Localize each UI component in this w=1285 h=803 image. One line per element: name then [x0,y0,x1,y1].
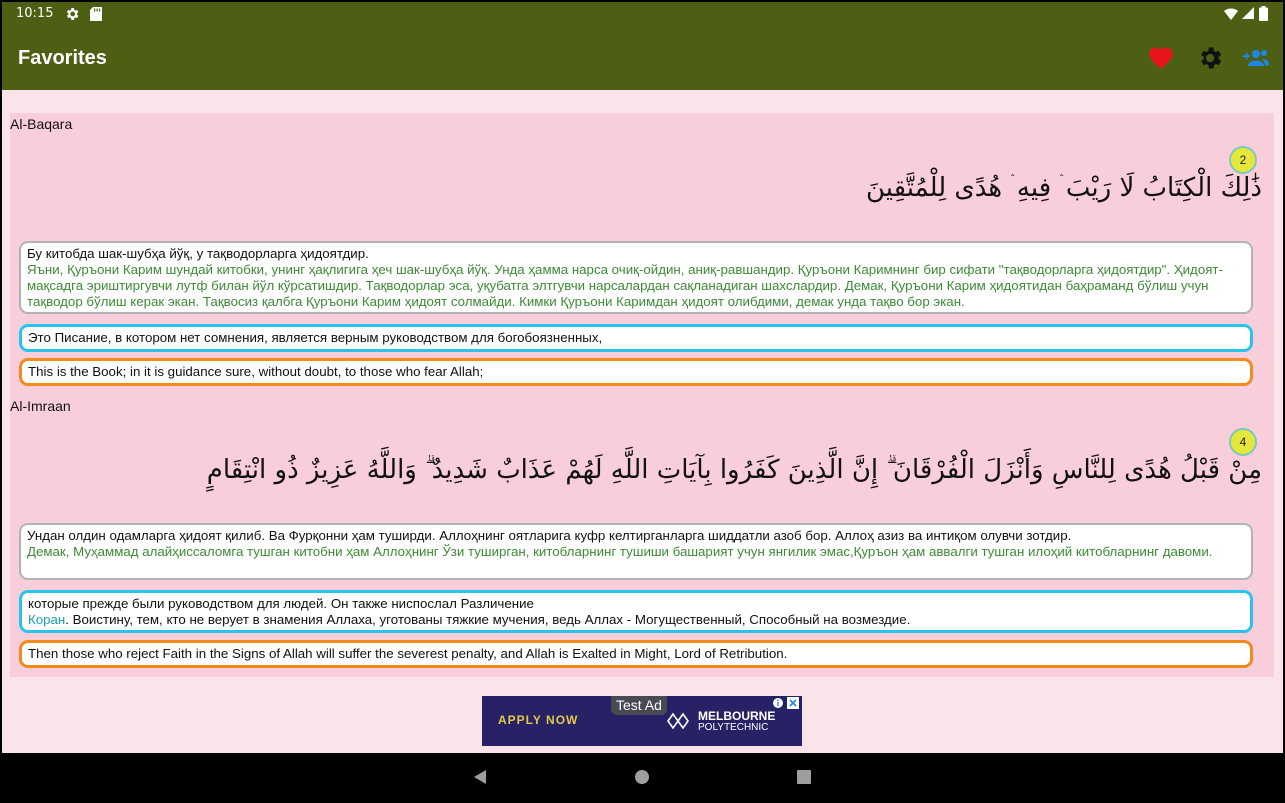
uzbek-commentary: Яъни, Қуръони Карим шундай китобки, унинг ҳақлигига ҳеч шак-шубҳа йўқ. Унда ҳамма нарса очиқ-ойдин, аниқ-равшандир. Қуръони Каримнинг бир сифати "тақводорларга ҳидоятдир". Ҳидоят-мақсадга эриштиргувчи лутф билан йўл кўрсатишдир. Тақводорлар эса, уқубатга элтгувчи нарсалардан сақланадиган шахслардир. Демак, Қуръони Карим ҳидоятидан баҳраманд бўлиш учун тақводор бўлиш керак экан. Тақвосиз қалбга Қуръони Карим ҳидоят солмайди. Кимки Қуръони Каримдан ҳидоят олибдими, демак унда тақво бор экан. [27,262,1223,309]
status-time: 10:15 [16,6,54,21]
screen [2,2,1283,801]
gear-icon [64,6,80,22]
signal-icon [1242,7,1254,19]
uzbek-translation: Ундан олдин одамларга ҳидоят қилиб. Ва Фурқонни ҳам туширди. Аллоҳнинг оятларига куфр келтирганларга шиддатли азоб бор. Аллоҳ азиз ва интиқом олувчи зотдир. [27,528,1072,543]
english-translation-card [19,358,1253,386]
uzbek-translation-card [19,523,1253,580]
ayah-number-badge: 4 [1229,428,1257,456]
russian-translation-card [19,590,1253,633]
english-translation: Then those who reject Faith in the Signs of Allah will suffer the severest penalty, and Allah is Exalted in Might, Lord of Retribution. [28,646,788,661]
ad-close-icon[interactable] [787,697,799,709]
home-circle-icon[interactable] [634,769,650,785]
battery-icon [1259,6,1268,21]
arabic-verse: ذَٰلِكَ الْكِتَابُ لَا رَيْبَ ۛ فِيهِ ۛ هُدًى لِلْمُتَّقِينَ [865,173,1262,203]
arabic-verse: مِنْ قَبْلُ هُدًى لِلنَّاسِ وَأَنْزَلَ الْفُرْقَانَ ۗ إِنَّ الَّذِينَ كَفَرُوا بِآيَاتِ اللَّهِ لَهُمْ عَذَابٌ شَدِيدٌ ۗ وَاللَّهُ عَزِيزٌ ذُو انْتِقَامٍ [206,455,1262,485]
settings-gear-icon[interactable] [1196,44,1224,72]
russian-translation-card [19,324,1253,352]
russian-translation: Это Писание, в котором нет сомнения, является верным руководством для богобоязненных, [28,330,603,345]
ad-brand-line1: MELBOURNE [698,709,776,723]
uzbek-commentary: Демак, Муҳаммад алайҳиссаломга тушган китобни ҳам Аллоҳнинг Ўзи туширган, китобларнинг тушиши башарият учун янгилик эмас,Қуръон ҳам аввалги тушган илоҳий китобларнинг давоми. [27,544,1213,559]
wifi-icon [1224,7,1238,21]
russian-translation-rest: . Воистину, тем, кто не верует в знамения Аллаха, уготованы тяжкие мучения, ведь Аллах - Могущественный, Способный на возмездие. [65,612,911,627]
ad-apply-now[interactable]: APPLY NOW [498,713,579,727]
recents-square-icon[interactable] [796,769,812,785]
favorites-list [10,113,1274,677]
uzbek-translation-card [19,241,1253,314]
status-bar [2,2,1283,26]
ad-info-icon[interactable] [772,697,784,709]
system-navigation-bar [2,753,1283,801]
english-translation-card [19,640,1253,668]
surah-name: Al-Baqara [10,116,73,132]
ayah-number-badge: 2 [1229,146,1257,174]
heart-icon[interactable] [1147,44,1175,72]
test-ad-label: Test Ad [611,696,667,715]
ad-brand-line2: POLYTECHNIC [698,722,769,733]
english-translation: This is the Book; in it is guidance sure, without doubt, to those who fear Allah; [28,364,484,379]
russian-translation-line2 [28,612,1244,628]
add-user-icon[interactable] [1243,44,1271,72]
russian-translation-line1: которые прежде были руководством для людей. Он также ниспослал Различение [28,596,534,611]
app-bar [2,26,1283,90]
back-triangle-icon[interactable] [472,769,488,785]
polytechnic-logo-icon [666,710,690,732]
surah-name: Al-Imraan [10,398,71,414]
sd-card-icon [90,7,102,21]
ad-banner[interactable] [482,696,802,746]
russian-highlight: Коран [28,612,66,627]
uzbek-translation: Бу китобда шак-шубҳа йўқ, у тақводорларга ҳидоятдир. [27,246,369,261]
page-title: Favorites [18,47,107,69]
